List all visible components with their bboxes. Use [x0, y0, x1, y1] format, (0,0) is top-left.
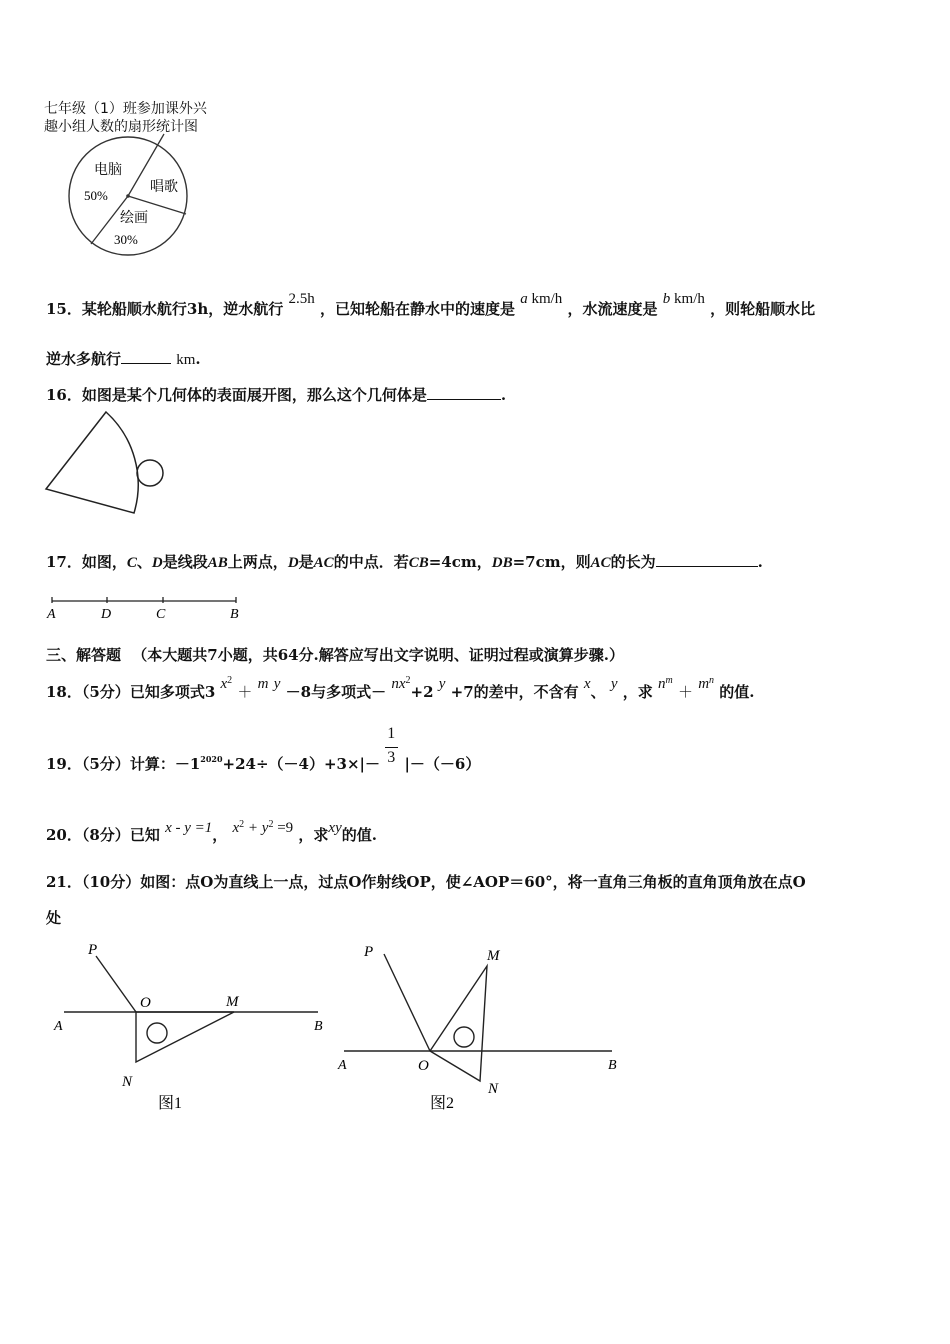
pie-slice-label-singing: 唱歌: [150, 180, 178, 195]
fig2-triangle-hole: [454, 1027, 474, 1047]
q19-text-2: +24÷（－4）+3×|－: [222, 755, 380, 773]
pie-slice-label-painting: 绘画: [120, 211, 148, 226]
q18-plus: ＋: [237, 685, 253, 701]
q15-text-2: ，已知轮船在静水中的速度是: [319, 300, 515, 318]
q16-number: 16．: [46, 386, 82, 404]
fig1-caption: 图1: [158, 1095, 183, 1112]
q15-math-b: b: [662, 291, 671, 307]
q18-m: m: [257, 676, 269, 692]
q19-fraction: [385, 725, 399, 769]
q16-end: .: [500, 386, 507, 404]
q15-math-a: a: [520, 291, 528, 307]
question-15-line1: [46, 291, 816, 319]
fig2-triangle: [430, 966, 487, 1081]
q18-n2: n: [709, 675, 715, 686]
q17-seg-ab: AB: [207, 555, 228, 571]
q15-number: 15．: [46, 300, 82, 318]
section-3-note: （本大题共7小题，共64分.解答应写出文字说明、证明过程或演算步骤.）: [132, 646, 625, 664]
q18-coef-3: 3: [204, 683, 216, 701]
q18-text-2: －8与多项式－: [285, 683, 387, 701]
pie-chart-title-line2: 趣小组人数的扇形统计图: [44, 119, 198, 135]
section-3-title: 三、解答题: [46, 646, 122, 664]
q18-text-5: 的值.: [719, 683, 755, 701]
q17-seg-ac2: AC: [590, 555, 611, 571]
q17-seg-cb: CB: [408, 555, 429, 571]
fig1-label-p: P: [88, 942, 98, 958]
q18-text-4: ，求: [622, 683, 653, 701]
fig1-label-a: A: [54, 1019, 63, 1034]
q18-y: y: [273, 676, 281, 692]
q18-y2: y: [438, 676, 446, 692]
q18-score: （5分）: [81, 683, 130, 701]
q17-text-2: 是线段: [162, 553, 208, 571]
q19-score: （5分）: [81, 755, 130, 773]
q15-text-5: 逆水多航行: [46, 350, 122, 368]
q21-text-1: 如图：点O为直线上一点，过点O作射线OP，使∠AOP＝60°，将一直角三角板的直角顶角放在点O: [140, 873, 806, 891]
fig2-ray-op: [384, 954, 430, 1051]
fig1-triangle-hole: [147, 1023, 167, 1043]
q20-score: （8分）: [81, 826, 130, 844]
point-label-b: B: [230, 607, 239, 622]
pie-center-dot: [126, 194, 130, 198]
fig2-label-m: M: [487, 948, 500, 964]
q18-plus-2: +2: [410, 683, 434, 701]
line-segment-figure: [44, 594, 254, 624]
q15-text-1: 某轮船顺水航行3h，逆水航行: [81, 300, 284, 318]
question-18: [46, 675, 755, 702]
fig1-ray-op: [96, 956, 136, 1012]
q18-m2: m: [698, 676, 710, 692]
q17-point-d2: D: [287, 555, 299, 571]
q17-text-4: 是: [298, 553, 314, 571]
point-label-d: D: [101, 607, 112, 622]
q19-fraction-bar: [385, 747, 398, 748]
q19-text-1: 计算：－1: [129, 755, 201, 773]
q15-unit: km: [176, 352, 196, 368]
cone-sector: [46, 412, 138, 513]
q21-score: （10分）: [81, 873, 141, 891]
fig1-label-b: B: [314, 1019, 323, 1034]
fig2-label-n: N: [488, 1081, 499, 1097]
q18-sep: 、: [590, 683, 606, 701]
q15-math-time: 2.5h: [288, 291, 315, 307]
q20-comma: ，: [212, 826, 228, 844]
q18-number: 18．: [46, 683, 82, 701]
question-17: [46, 551, 763, 572]
q17-text-7: =7cm，则: [512, 553, 591, 571]
q16-text: 如图是某个几何体的表面展开图，那么这个几何体是: [81, 386, 427, 404]
q19-fraction-denominator: 3: [387, 749, 396, 766]
question-19: [46, 725, 481, 774]
q17-text-5: 的中点．若: [333, 553, 409, 571]
question-21-line2: [46, 907, 61, 928]
q17-sep: 、: [136, 553, 152, 571]
q19-text-3: |－（－6）: [404, 755, 481, 773]
q15-period: .: [195, 350, 201, 368]
q19-number: 19．: [46, 755, 82, 773]
point-label-a: A: [47, 607, 56, 622]
q20-number: 20．: [46, 826, 82, 844]
fig2-label-p: P: [364, 944, 374, 960]
fig2-label-a: A: [338, 1058, 347, 1073]
q20-eq2-exp2: 2: [268, 819, 274, 830]
question-15-line2: [46, 348, 201, 369]
q16-answer-blank: [427, 385, 501, 400]
fig2-label-o: O: [418, 1058, 429, 1074]
fig2-label-b: B: [608, 1058, 617, 1073]
q20-eq2-exp1: 2: [239, 819, 245, 830]
q18-exp-2b: 2: [405, 675, 411, 686]
q18-n1: n: [657, 676, 666, 692]
fig1-label-o: O: [140, 995, 151, 1011]
q17-seg-db: DB: [491, 555, 513, 571]
fig1-label-n: N: [122, 1074, 133, 1090]
q17-point-c: C: [126, 555, 137, 571]
q17-number: 17．: [46, 553, 82, 571]
figure-2: [330, 936, 630, 1116]
q17-end: .: [757, 553, 763, 571]
q17-text-3: 上两点，: [227, 553, 288, 571]
cone-net-figure: [40, 408, 180, 518]
q18-m1: m: [665, 675, 673, 686]
q15-math-unit-a: km/h: [527, 291, 563, 307]
q17-text-8: 的长为: [610, 553, 656, 571]
q15-text-4: ，则轮船顺水比: [710, 300, 816, 318]
q17-text-1: 如图，: [81, 553, 127, 571]
pie-slice-percent-painting: 30%: [114, 232, 138, 247]
pie-slice-percent-computer: 50%: [84, 188, 108, 203]
q20-text-2: ，求: [298, 826, 329, 844]
q17-seg-ac: AC: [313, 555, 334, 571]
q18-exp-2: 2: [227, 675, 233, 686]
q20-eq2-rhs: =9: [273, 820, 294, 836]
pie-chart-figure: [40, 96, 240, 261]
question-16: [46, 384, 506, 405]
q15-answer-blank: [121, 349, 171, 364]
fig2-caption: 图2: [430, 1095, 455, 1112]
figure-1: [46, 936, 336, 1116]
q15-math-unit-b: km/h: [670, 291, 705, 307]
q17-point-d: D: [151, 555, 163, 571]
q19-fraction-numerator: 1: [387, 725, 396, 742]
q18-text-1: 已知多项式: [129, 683, 205, 701]
q17-answer-blank: [656, 552, 758, 567]
q17-text-6: =4cm，: [428, 553, 492, 571]
q18-plus-3: ＋: [677, 685, 693, 701]
question-20: [46, 819, 377, 845]
q19-exponent: 2020: [200, 754, 223, 764]
pie-chart: [40, 96, 240, 261]
q20-text-1: 已知: [129, 826, 160, 844]
cone-base-circle: [137, 460, 163, 486]
q20-eq2-y: + y: [244, 820, 269, 836]
pie-chart-title-line1: 七年级（1）班参加课外兴: [44, 101, 207, 117]
question-21-line1: [46, 871, 806, 892]
fig1-label-m: M: [226, 994, 239, 1010]
q21-number: 21．: [46, 873, 82, 891]
q20-text-3: 的值.: [341, 826, 377, 844]
q18-x: x: [220, 676, 228, 692]
q18-nx: nx: [391, 676, 406, 692]
pie-slice-label-computer: 电脑: [94, 163, 122, 178]
q18-x2: x: [583, 676, 591, 692]
q20-equation-1: x - y =1: [165, 820, 213, 836]
q18-y3: y: [610, 676, 618, 692]
q15-text-3: ，水流速度是: [567, 300, 658, 318]
q21-text-2: 处: [46, 909, 62, 927]
fig1-triangle: [136, 1012, 234, 1062]
point-label-c: C: [156, 607, 166, 622]
q20-eq2-x: x: [232, 820, 240, 836]
q18-text-3: +7的差中，不含有: [450, 683, 579, 701]
q20-xy: xy: [328, 820, 342, 836]
section-3-heading: [46, 644, 624, 665]
